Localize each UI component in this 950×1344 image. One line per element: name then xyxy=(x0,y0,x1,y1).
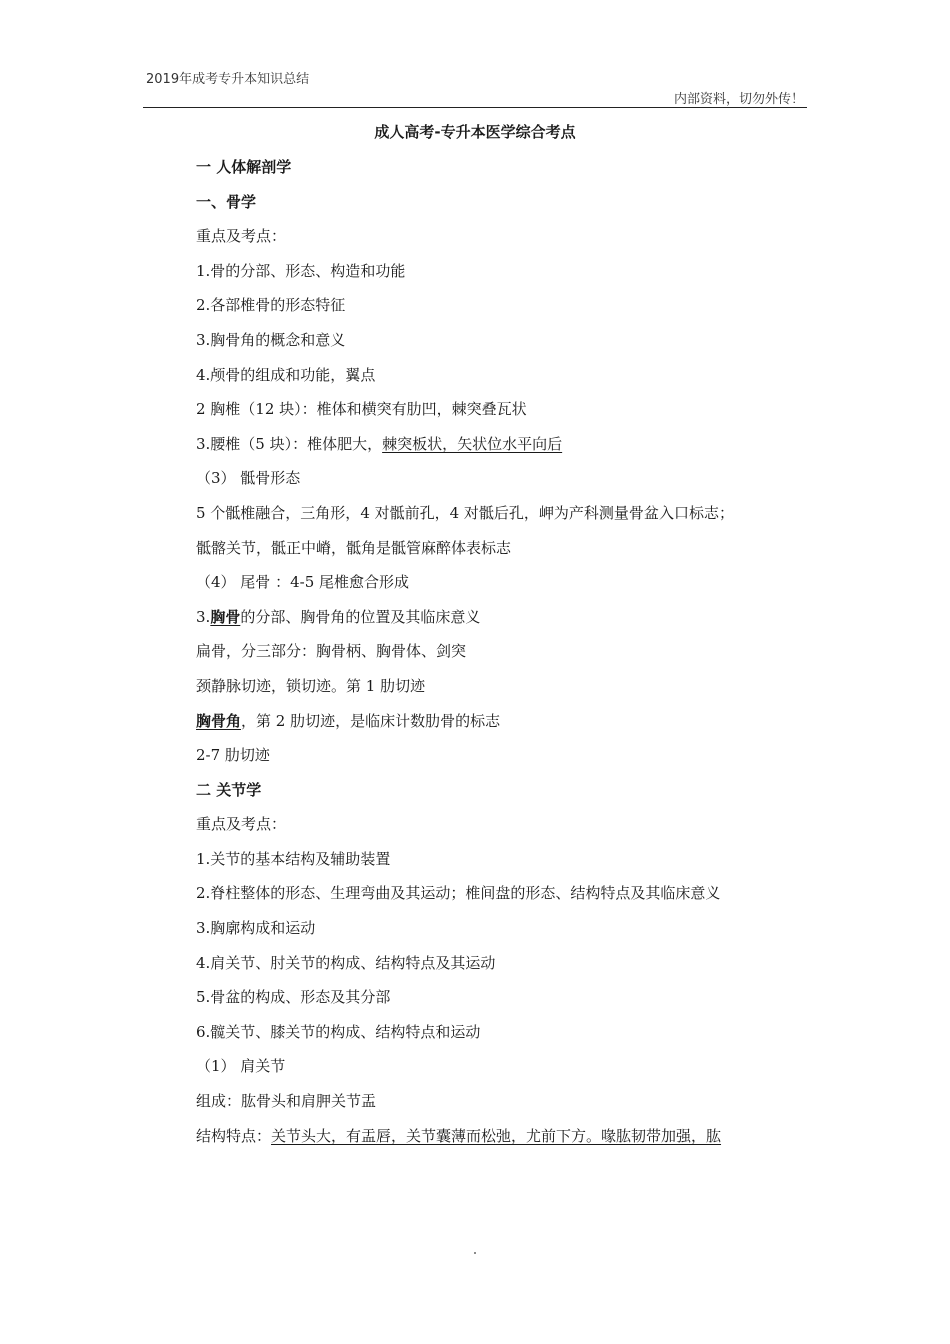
body-line: 骶髂关节，骶正中嵴，骶角是骶管麻醉体表标志 xyxy=(196,538,512,557)
body-line: 4.肩关节、肘关节的构成、结构特点及其运动 xyxy=(196,953,496,972)
body-line: 2 胸椎（12 块）：椎体和横突有肋凹，棘突叠瓦状 xyxy=(196,400,527,419)
bold-underlined-text: 胸骨 xyxy=(210,607,241,626)
footer-mark xyxy=(474,1252,476,1254)
body-line: 颈静脉切迹，锁切迹。第 1 肋切迹 xyxy=(196,676,426,695)
header-left-text: 2019年成考专升本知识总结 xyxy=(146,72,310,87)
bold-underlined-text: 胸骨角 xyxy=(196,711,242,730)
body-line: 6.髋关节、膝关节的构成、结构特点和运动 xyxy=(196,1022,481,1041)
body-line: （1） 肩关节 xyxy=(196,1057,286,1076)
body-line: 4.颅骨的组成和功能，翼点 xyxy=(196,365,376,384)
document-body xyxy=(196,154,816,1157)
body-line: 1.关节的基本结构及辅助装置 xyxy=(196,849,391,868)
header-right-text: 内部资料，切勿外传！ xyxy=(673,92,804,107)
body-text: 3.腰椎（5 块）：椎体肥大， xyxy=(196,434,383,453)
subsection-heading: 一、骨学 xyxy=(196,192,257,211)
body-line: 5 个骶椎融合，三角形，4 对骶前孔，4 对骶后孔，岬为产科测量骨盆入口标志； xyxy=(196,503,734,522)
body-line: 重点及考点： xyxy=(196,815,287,834)
body-text: 的分部、胸骨角的位置及其临床意义 xyxy=(240,607,481,626)
underlined-text: 关节头大，有盂唇，关节囊薄而松弛，尤前下方。喙肱韧带加强，肱 xyxy=(271,1126,722,1145)
body-line: 2.各部椎骨的形态特征 xyxy=(196,296,346,315)
document-title: 成人高考-专升本医学综合考点 xyxy=(374,123,576,141)
body-line xyxy=(196,708,816,743)
body-line: 5.骨盆的构成、形态及其分部 xyxy=(196,988,391,1007)
body-line xyxy=(196,1123,816,1158)
body-text: 结构特点： xyxy=(196,1126,272,1145)
body-line: 2.脊柱整体的形态、生理弯曲及其运动；椎间盘的形态、结构特点及其临床意义 xyxy=(196,884,721,903)
body-line xyxy=(196,604,816,639)
body-line: 扁骨，分三部分：胸骨柄、胸骨体、剑突 xyxy=(196,642,467,661)
body-text: 3. xyxy=(196,607,211,626)
body-line: 重点及考点： xyxy=(196,227,287,246)
body-line xyxy=(196,431,816,466)
body-line: 组成：肱骨头和肩胛关节盂 xyxy=(196,1092,377,1111)
section-heading: 一 人体解剖学 xyxy=(196,158,292,176)
underlined-text: 棘突板状，矢状位水平向后 xyxy=(382,434,563,453)
body-text: ，第 2 肋切迹，是临床计数肋骨的标志 xyxy=(241,711,501,730)
body-line: 3.胸骨角的概念和意义 xyxy=(196,330,346,349)
body-line: 2-7 肋切迹 xyxy=(196,746,270,765)
section-heading: 二 关节学 xyxy=(196,780,262,799)
body-line: 3.胸廓构成和运动 xyxy=(196,919,316,938)
body-line: （4） 尾骨 ：4-5 尾椎愈合形成 xyxy=(196,573,410,592)
header-divider xyxy=(143,107,807,108)
body-line: （3） 骶骨形态 xyxy=(196,469,301,488)
body-line: 1.骨的分部、形态、构造和功能 xyxy=(196,261,406,280)
